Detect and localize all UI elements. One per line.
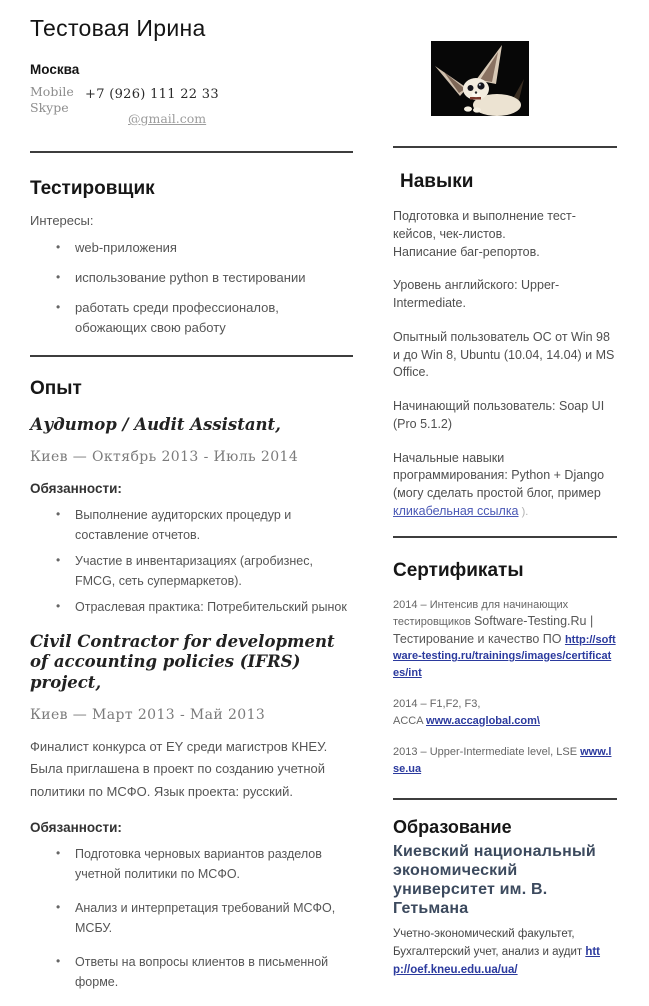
list-item: • Отраслевая практика: Потребительский рынок [30,597,353,617]
certificates-section [393,560,617,778]
divider [393,536,617,538]
certificate-link[interactable]: http://software-testing.ru/trainings/images/certificates/int [393,633,616,679]
skill-text: Подготовка и выполнение тест-кейсов, чек-листов. [393,209,576,241]
certificate-text: ACCA [393,714,427,727]
right-column [393,0,617,980]
email-link[interactable]: @gmail.com [128,111,207,126]
profile-section [30,178,353,339]
certificate-item [393,696,617,729]
duties-label: Обязанности: [30,480,122,496]
skills-section-title: Навыки [400,171,474,192]
job-title: Civil Contractor for development of accounting policies (IFRS) project, [30,631,335,693]
skype-label: Skype [30,100,69,116]
interests-list [30,238,353,339]
divider [30,151,353,153]
interests-label: Интересы: [30,213,94,228]
skill-text: Начальные навыки программирования: Python + Django (могу сделать простой блог, пример [393,450,605,500]
clickable-example-link[interactable]: кликабельная ссылка [393,503,519,518]
certificate-text: 2013 – Upper-Intermediate level, LSE [393,746,581,758]
skill-paragraph [393,208,617,261]
profile-section-title: Тестировщик [30,178,155,199]
list-item: • работать среди профессионалов, обожающих свою работу [30,298,353,340]
faculty-line [393,925,617,980]
certificate-item [393,597,617,682]
certificate-text: 2014 – Интенсив для начинающих тестировщиков [393,598,569,628]
left-column [30,0,353,1006]
list-item: • Ответы на вопросы клиентов в письменной форме. [30,952,353,992]
list-item: • использование python в тестировании [30,268,353,289]
education-section-title: Образование [393,817,512,837]
university-name: Киевский национальный экономический университет им. В. Гетьмана [393,843,596,917]
phone-number: +7 (926) 111 22 33 [85,87,219,102]
list-item: • Анализ и интерпретация требований МСФО, МСБУ. [30,898,353,938]
profile-photo [431,41,529,116]
mobile-label: Mobile [30,84,74,99]
certificates-section-title: Сертификаты [393,559,524,581]
skills-section [393,171,617,521]
job-entry [30,415,353,617]
list-item: • Участие в инвентаризациях (агробизнес, FMCG, сеть супермаркетов). [30,551,353,591]
divider [30,355,353,357]
job-entry [30,632,353,992]
certificate-link[interactable]: www.lse.ua [393,746,612,775]
skill-text: Написание баг-репортов. [393,244,540,259]
job-title: Аудитор / Audit Assistant, [30,415,281,435]
list-item: • Выполнение аудиторских процедур и составление отчетов. [30,505,353,545]
certificate-item [393,744,617,777]
list-item: • web-приложения [30,238,353,259]
skill-text: ). [518,505,529,518]
skill-paragraph: Опытный пользователь ОС от Win 98 и до Win 8, Ubuntu (10.04, 14.04) и MS Office. [393,329,615,380]
education-section [393,817,617,980]
location-label: Москва [30,62,80,77]
certificate-link[interactable]: www.accaglobal.com\ [426,714,540,727]
page-title: Тестовая Ирина [30,15,206,41]
skill-paragraph [393,450,617,521]
skill-paragraph: Уровень английского: Upper-Intermediate. [393,278,560,310]
certificate-text: 2014 – F1,F2, F3, [393,698,481,710]
list-item: • Подготовка черновых вариантов разделов учетной политики по МСФО. [30,844,353,884]
divider [393,798,617,800]
skill-paragraph: Начинающий пользователь: Soap UI (Pro 5.1.2) [393,399,605,431]
duties-list [30,844,353,992]
job-location-dates: Киев — Март 2013 - Май 2013 [30,706,266,723]
duties-list [30,505,353,617]
job-description: Финалист конкурса от EY среди магистров КНЕУ. Была приглашена в проект по созданию учетной политики по МСФО. Язык проекта: русский. [30,738,328,800]
contact-block [30,84,353,136]
duties-label: Обязанности: [30,819,122,835]
experience-section [30,378,353,992]
university-link[interactable]: http://oef.kneu.edu.ua/ua/ [393,945,601,977]
faculty-text: Учетно-экономический факультет, Бухгалтерский учет, анализ и аудит [393,927,586,958]
divider [393,146,617,148]
job-location-dates: Киев — Октябрь 2013 - Июль 2014 [30,448,299,465]
certificate-text: Software-Testing.Ru | Тестирование и качество ПО [393,614,594,646]
experience-section-title: Опыт [30,378,82,400]
